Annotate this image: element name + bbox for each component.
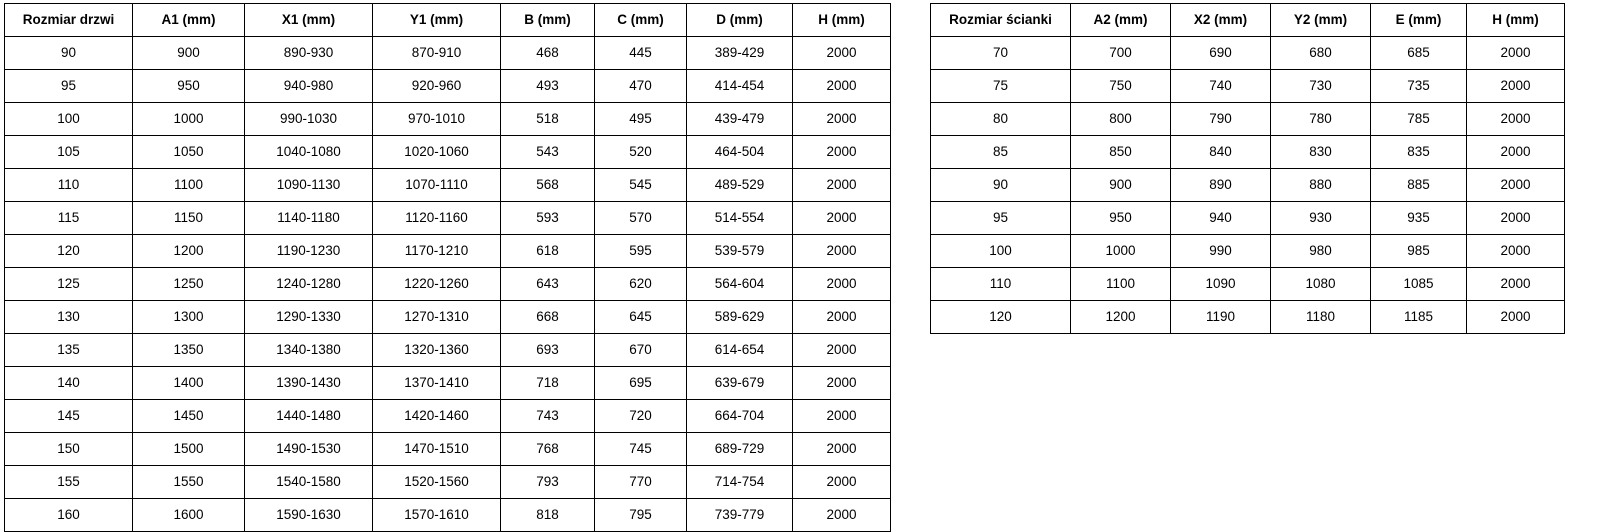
cell: 2000 xyxy=(1467,136,1565,169)
cell: 1180 xyxy=(1271,301,1371,334)
cell: 100 xyxy=(5,103,133,136)
cell: 2000 xyxy=(793,70,891,103)
column-header-x2: X2 (mm) xyxy=(1171,4,1271,37)
cell: 1070-1110 xyxy=(373,169,501,202)
table-row xyxy=(5,37,891,70)
cell: 2000 xyxy=(793,499,891,532)
column-header-d: D (mm) xyxy=(687,4,793,37)
cell: 664-704 xyxy=(687,400,793,433)
cell: 518 xyxy=(501,103,595,136)
column-header-rozmiar-scianki: Rozmiar ścianki xyxy=(931,4,1071,37)
cell: 1090 xyxy=(1171,268,1271,301)
cell: 140 xyxy=(5,367,133,400)
table-row xyxy=(5,169,891,202)
cell: 618 xyxy=(501,235,595,268)
cell: 1250 xyxy=(133,268,245,301)
cell: 700 xyxy=(1071,37,1171,70)
cell: 730 xyxy=(1271,70,1371,103)
cell: 890-930 xyxy=(245,37,373,70)
column-header-y1: Y1 (mm) xyxy=(373,4,501,37)
table-row xyxy=(5,103,891,136)
cell: 593 xyxy=(501,202,595,235)
cell: 1000 xyxy=(1071,235,1171,268)
cell: 90 xyxy=(931,169,1071,202)
cell: 1520-1560 xyxy=(373,466,501,499)
cell: 2000 xyxy=(1467,268,1565,301)
cell: 985 xyxy=(1371,235,1467,268)
cell: 539-579 xyxy=(687,235,793,268)
cell: 2000 xyxy=(793,301,891,334)
cell: 489-529 xyxy=(687,169,793,202)
doors-table-head xyxy=(5,4,891,37)
cell: 639-679 xyxy=(687,367,793,400)
table-row xyxy=(931,202,1565,235)
cell: 120 xyxy=(931,301,1071,334)
cell: 75 xyxy=(931,70,1071,103)
cell: 850 xyxy=(1071,136,1171,169)
walls-table-body xyxy=(931,37,1565,334)
cell: 950 xyxy=(1071,202,1171,235)
cell: 1350 xyxy=(133,334,245,367)
table-row xyxy=(931,268,1565,301)
cell: 1100 xyxy=(1071,268,1171,301)
cell: 620 xyxy=(595,268,687,301)
table-row xyxy=(5,334,891,367)
cell: 1090-1130 xyxy=(245,169,373,202)
cell: 739-779 xyxy=(687,499,793,532)
cell: 1420-1460 xyxy=(373,400,501,433)
cell: 1300 xyxy=(133,301,245,334)
cell: 100 xyxy=(931,235,1071,268)
cell: 1340-1380 xyxy=(245,334,373,367)
cell: 743 xyxy=(501,400,595,433)
cell: 1390-1430 xyxy=(245,367,373,400)
doors-dimensions-table xyxy=(4,3,891,532)
cell: 690 xyxy=(1171,37,1271,70)
cell: 2000 xyxy=(793,169,891,202)
cell: 1400 xyxy=(133,367,245,400)
cell: 2000 xyxy=(1467,169,1565,202)
cell: 1150 xyxy=(133,202,245,235)
table-row xyxy=(931,37,1565,70)
cell: 718 xyxy=(501,367,595,400)
cell: 2000 xyxy=(793,268,891,301)
table-row xyxy=(5,268,891,301)
cell: 1050 xyxy=(133,136,245,169)
cell: 493 xyxy=(501,70,595,103)
cell: 1600 xyxy=(133,499,245,532)
cell: 1470-1510 xyxy=(373,433,501,466)
cell: 1320-1360 xyxy=(373,334,501,367)
cell: 545 xyxy=(595,169,687,202)
cell: 668 xyxy=(501,301,595,334)
column-header-rozmiar-drzwi: Rozmiar drzwi xyxy=(5,4,133,37)
cell: 115 xyxy=(5,202,133,235)
cell: 1100 xyxy=(133,169,245,202)
cell: 1220-1260 xyxy=(373,268,501,301)
cell: 900 xyxy=(1071,169,1171,202)
cell: 714-754 xyxy=(687,466,793,499)
cell: 2000 xyxy=(793,334,891,367)
cell: 564-604 xyxy=(687,268,793,301)
table-row xyxy=(5,70,891,103)
cell: 105 xyxy=(5,136,133,169)
cell: 735 xyxy=(1371,70,1467,103)
wall-panel-dimensions-table xyxy=(930,3,1565,334)
table-row xyxy=(5,202,891,235)
table-row xyxy=(931,103,1565,136)
cell: 750 xyxy=(1071,70,1171,103)
table-row xyxy=(5,367,891,400)
cell: 120 xyxy=(5,235,133,268)
cell: 670 xyxy=(595,334,687,367)
cell: 1140-1180 xyxy=(245,202,373,235)
cell: 2000 xyxy=(793,433,891,466)
cell: 2000 xyxy=(793,400,891,433)
cell: 1080 xyxy=(1271,268,1371,301)
cell: 1040-1080 xyxy=(245,136,373,169)
cell: 589-629 xyxy=(687,301,793,334)
cell: 930 xyxy=(1271,202,1371,235)
cell: 2000 xyxy=(793,235,891,268)
cell: 645 xyxy=(595,301,687,334)
cell: 1000 xyxy=(133,103,245,136)
cell: 1450 xyxy=(133,400,245,433)
cell: 1570-1610 xyxy=(373,499,501,532)
column-header-h: H (mm) xyxy=(1467,4,1565,37)
cell: 685 xyxy=(1371,37,1467,70)
cell: 130 xyxy=(5,301,133,334)
cell: 514-554 xyxy=(687,202,793,235)
table-row xyxy=(5,301,891,334)
cell: 520 xyxy=(595,136,687,169)
cell: 110 xyxy=(5,169,133,202)
table-row xyxy=(931,235,1565,268)
doors-table-body xyxy=(5,37,891,532)
cell: 680 xyxy=(1271,37,1371,70)
cell: 90 xyxy=(5,37,133,70)
column-header-y2: Y2 (mm) xyxy=(1271,4,1371,37)
cell: 970-1010 xyxy=(373,103,501,136)
table-row xyxy=(5,235,891,268)
cell: 1290-1330 xyxy=(245,301,373,334)
cell: 950 xyxy=(133,70,245,103)
cell: 1190 xyxy=(1171,301,1271,334)
cell: 570 xyxy=(595,202,687,235)
cell: 2000 xyxy=(1467,103,1565,136)
table-header-row xyxy=(931,4,1565,37)
cell: 445 xyxy=(595,37,687,70)
cell: 1590-1630 xyxy=(245,499,373,532)
cell: 1440-1480 xyxy=(245,400,373,433)
cell: 1540-1580 xyxy=(245,466,373,499)
cell: 785 xyxy=(1371,103,1467,136)
cell: 1170-1210 xyxy=(373,235,501,268)
cell: 1120-1160 xyxy=(373,202,501,235)
column-header-e: E (mm) xyxy=(1371,4,1467,37)
cell: 135 xyxy=(5,334,133,367)
cell: 880 xyxy=(1271,169,1371,202)
cell: 125 xyxy=(5,268,133,301)
cell: 2000 xyxy=(1467,235,1565,268)
cell: 770 xyxy=(595,466,687,499)
column-header-b: B (mm) xyxy=(501,4,595,37)
cell: 695 xyxy=(595,367,687,400)
cell: 2000 xyxy=(1467,70,1565,103)
cell: 464-504 xyxy=(687,136,793,169)
cell: 495 xyxy=(595,103,687,136)
table-row xyxy=(5,466,891,499)
cell: 990 xyxy=(1171,235,1271,268)
cell: 85 xyxy=(931,136,1071,169)
cell: 95 xyxy=(931,202,1071,235)
cell: 543 xyxy=(501,136,595,169)
cell: 155 xyxy=(5,466,133,499)
cell: 980 xyxy=(1271,235,1371,268)
column-header-a1: A1 (mm) xyxy=(133,4,245,37)
cell: 840 xyxy=(1171,136,1271,169)
cell: 870-910 xyxy=(373,37,501,70)
cell: 830 xyxy=(1271,136,1371,169)
cell: 2000 xyxy=(793,466,891,499)
cell: 95 xyxy=(5,70,133,103)
cell: 780 xyxy=(1271,103,1371,136)
cell: 2000 xyxy=(793,103,891,136)
table-row xyxy=(931,136,1565,169)
doors-table-container xyxy=(4,3,891,532)
cell: 1370-1410 xyxy=(373,367,501,400)
cell: 2000 xyxy=(793,202,891,235)
cell: 150 xyxy=(5,433,133,466)
column-header-a2: A2 (mm) xyxy=(1071,4,1171,37)
cell: 935 xyxy=(1371,202,1467,235)
cell: 795 xyxy=(595,499,687,532)
cell: 885 xyxy=(1371,169,1467,202)
cell: 768 xyxy=(501,433,595,466)
cell: 439-479 xyxy=(687,103,793,136)
cell: 990-1030 xyxy=(245,103,373,136)
cell: 110 xyxy=(931,268,1071,301)
cell: 1240-1280 xyxy=(245,268,373,301)
cell: 468 xyxy=(501,37,595,70)
cell: 389-429 xyxy=(687,37,793,70)
cell: 890 xyxy=(1171,169,1271,202)
cell: 160 xyxy=(5,499,133,532)
cell: 1185 xyxy=(1371,301,1467,334)
cell: 800 xyxy=(1071,103,1171,136)
column-header-c: C (mm) xyxy=(595,4,687,37)
cell: 145 xyxy=(5,400,133,433)
table-row xyxy=(5,136,891,169)
table-row xyxy=(5,499,891,532)
cell: 689-729 xyxy=(687,433,793,466)
table-row xyxy=(931,169,1565,202)
cell: 720 xyxy=(595,400,687,433)
cell: 70 xyxy=(931,37,1071,70)
cell: 920-960 xyxy=(373,70,501,103)
walls-table-container xyxy=(930,3,1565,334)
cell: 2000 xyxy=(1467,301,1565,334)
cell: 1200 xyxy=(1071,301,1171,334)
cell: 470 xyxy=(595,70,687,103)
table-row xyxy=(931,301,1565,334)
cell: 1490-1530 xyxy=(245,433,373,466)
cell: 1270-1310 xyxy=(373,301,501,334)
column-header-x1: X1 (mm) xyxy=(245,4,373,37)
cell: 2000 xyxy=(793,37,891,70)
cell: 1085 xyxy=(1371,268,1467,301)
column-header-h: H (mm) xyxy=(793,4,891,37)
cell: 1020-1060 xyxy=(373,136,501,169)
cell: 940-980 xyxy=(245,70,373,103)
cell: 693 xyxy=(501,334,595,367)
cell: 2000 xyxy=(1467,202,1565,235)
cell: 793 xyxy=(501,466,595,499)
table-row xyxy=(5,433,891,466)
cell: 80 xyxy=(931,103,1071,136)
table-row xyxy=(5,400,891,433)
cell: 614-654 xyxy=(687,334,793,367)
cell: 2000 xyxy=(1467,37,1565,70)
cell: 2000 xyxy=(793,367,891,400)
cell: 1500 xyxy=(133,433,245,466)
cell: 740 xyxy=(1171,70,1271,103)
cell: 900 xyxy=(133,37,245,70)
table-row xyxy=(931,70,1565,103)
cell: 940 xyxy=(1171,202,1271,235)
cell: 414-454 xyxy=(687,70,793,103)
table-header-row xyxy=(5,4,891,37)
cell: 1190-1230 xyxy=(245,235,373,268)
cell: 643 xyxy=(501,268,595,301)
cell: 595 xyxy=(595,235,687,268)
cell: 2000 xyxy=(793,136,891,169)
cell: 835 xyxy=(1371,136,1467,169)
cell: 790 xyxy=(1171,103,1271,136)
cell: 745 xyxy=(595,433,687,466)
cell: 818 xyxy=(501,499,595,532)
cell: 568 xyxy=(501,169,595,202)
cell: 1550 xyxy=(133,466,245,499)
walls-table-head xyxy=(931,4,1565,37)
cell: 1200 xyxy=(133,235,245,268)
